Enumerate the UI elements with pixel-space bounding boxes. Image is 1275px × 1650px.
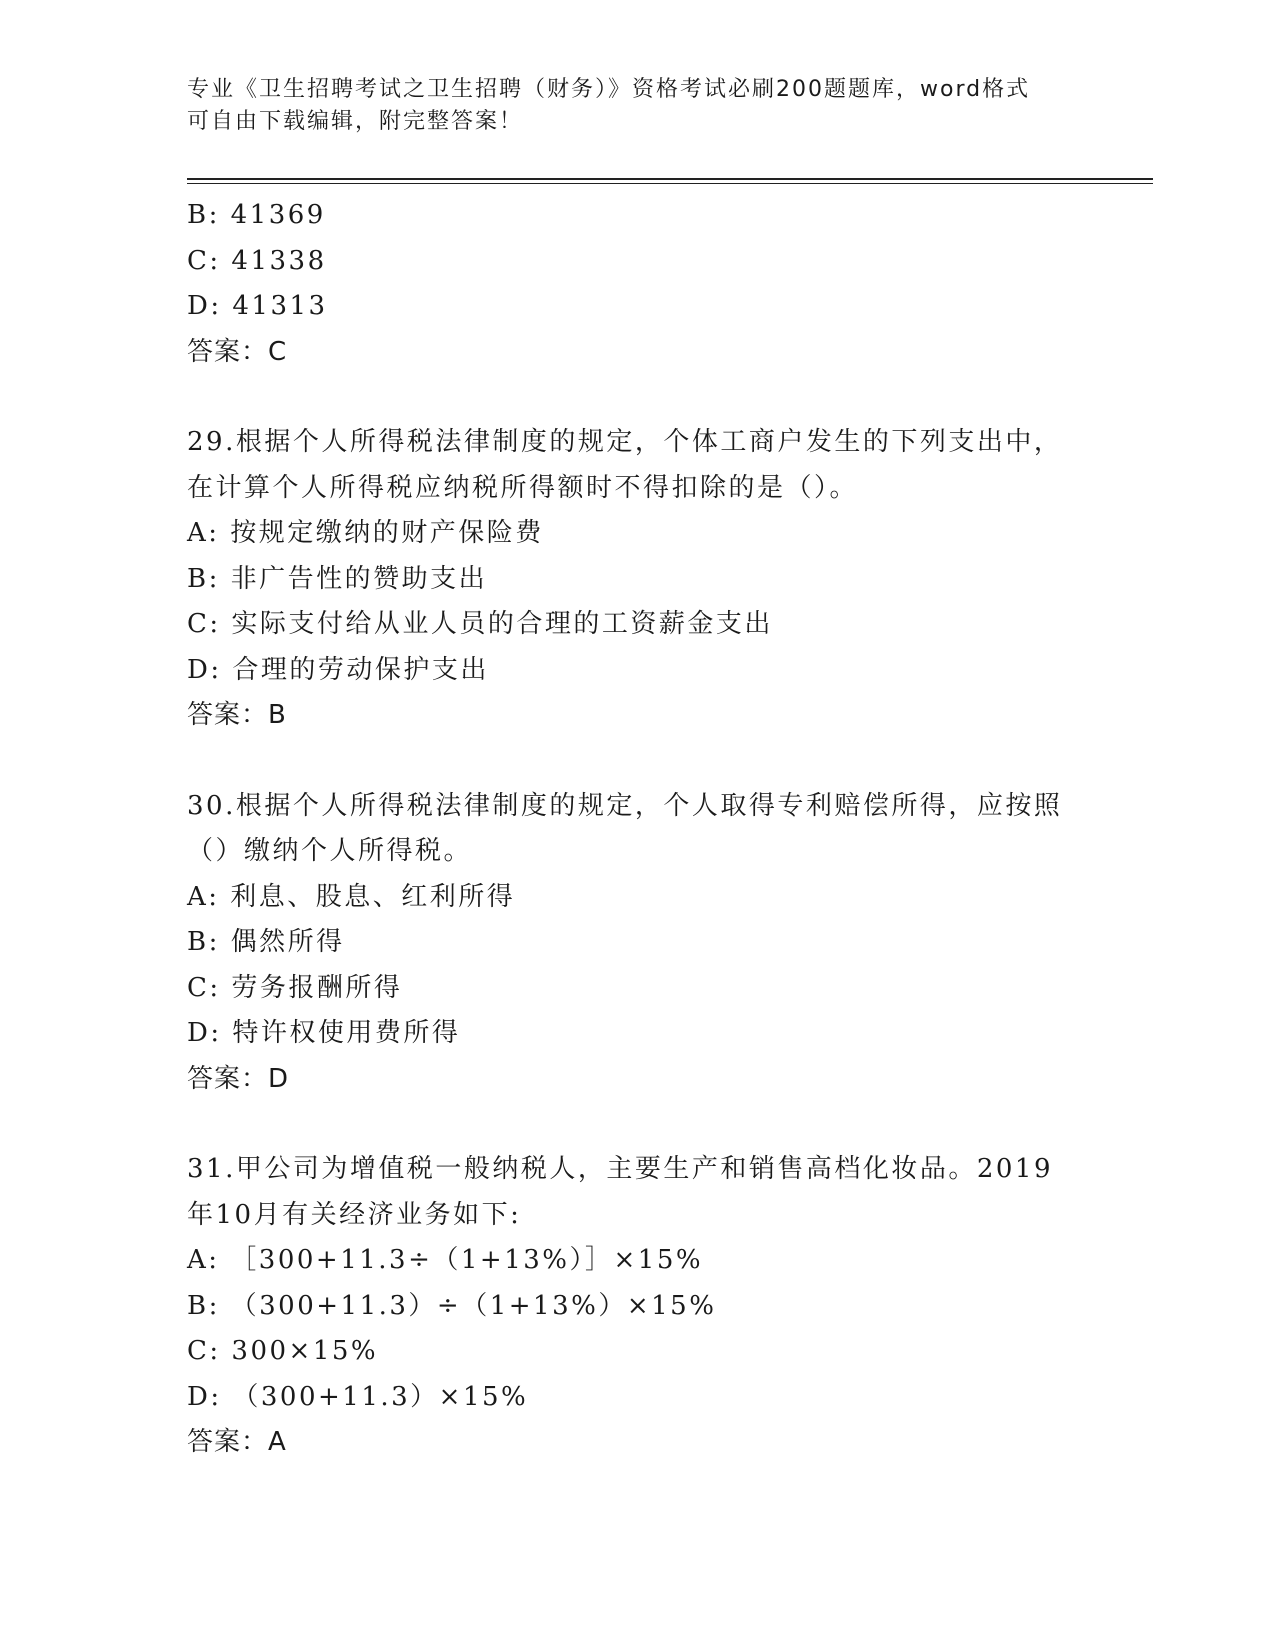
- option-b: B: 偶然所得: [187, 927, 345, 957]
- option-a: A: 按规定缴纳的财产保险费: [187, 518, 544, 548]
- header-title-line-2: 可自由下载编辑，附完整答案！: [187, 109, 524, 134]
- option-c: C: 41338: [187, 245, 327, 276]
- option-c: C: 劳务报酬所得: [187, 972, 403, 1003]
- question-stem-line-2: 在计算个人所得税应纳税所得额时不得扣除的是（）。: [187, 472, 859, 503]
- option-d: D: （300+11.3）×15%: [187, 1381, 529, 1412]
- question-stem-line-2: 年10月有关经济业务如下:: [187, 1199, 522, 1230]
- answer-line: 答案：D: [187, 1063, 290, 1094]
- header-divider-thick: [187, 178, 1153, 180]
- question-content: [187, 193, 1153, 1466]
- option-b: B: 41369: [187, 200, 326, 230]
- document-header: [187, 74, 1087, 138]
- option-a: A: ［300+11.3÷（1+13%）］×15%: [187, 1245, 704, 1275]
- option-d: D: 特许权使用费所得: [187, 1018, 461, 1048]
- option-c: C: 300×15%: [187, 1336, 379, 1366]
- option-a: A: 利息、股息、红利所得: [187, 881, 516, 912]
- option-d: D: 41313: [187, 291, 328, 321]
- option-b: B: （300+11.3）÷（1+13%）×15%: [187, 1290, 717, 1321]
- answer-line: 答案：A: [187, 1427, 287, 1457]
- option-b: B: 非广告性的赞助支出: [187, 563, 488, 594]
- question-30: [187, 784, 1153, 1103]
- spacer: [187, 375, 1153, 420]
- previous-question-tail: [187, 193, 1153, 375]
- question-31: [187, 1147, 1153, 1466]
- question-stem-line-2: （）缴纳个人所得税。: [187, 836, 473, 866]
- answer-line: 答案：C: [187, 336, 288, 367]
- header-title-line-1: 专业《卫生招聘考试之卫生招聘（财务）》资格考试必刷200题题库，word格式: [187, 77, 1031, 102]
- question-29: [187, 420, 1153, 739]
- option-c: C: 实际支付给从业人员的合理的工资薪金支出: [187, 609, 773, 639]
- question-stem-line-1: 31.甲公司为增值税一般纳税人，主要生产和销售高档化妆品。2019: [187, 1154, 1054, 1184]
- question-stem-line-1: 29.根据个人所得税法律制度的规定，个体工商户发生的下列支出中，: [187, 427, 1063, 457]
- option-d: D: 合理的劳动保护支出: [187, 654, 489, 685]
- answer-line: 答案：B: [187, 700, 287, 730]
- spacer: [187, 739, 1153, 784]
- question-stem-line-1: 30.根据个人所得税法律制度的规定，个人取得专利赔偿所得，应按照: [187, 790, 1063, 821]
- header-divider-thin: [187, 183, 1153, 184]
- spacer: [187, 1102, 1153, 1147]
